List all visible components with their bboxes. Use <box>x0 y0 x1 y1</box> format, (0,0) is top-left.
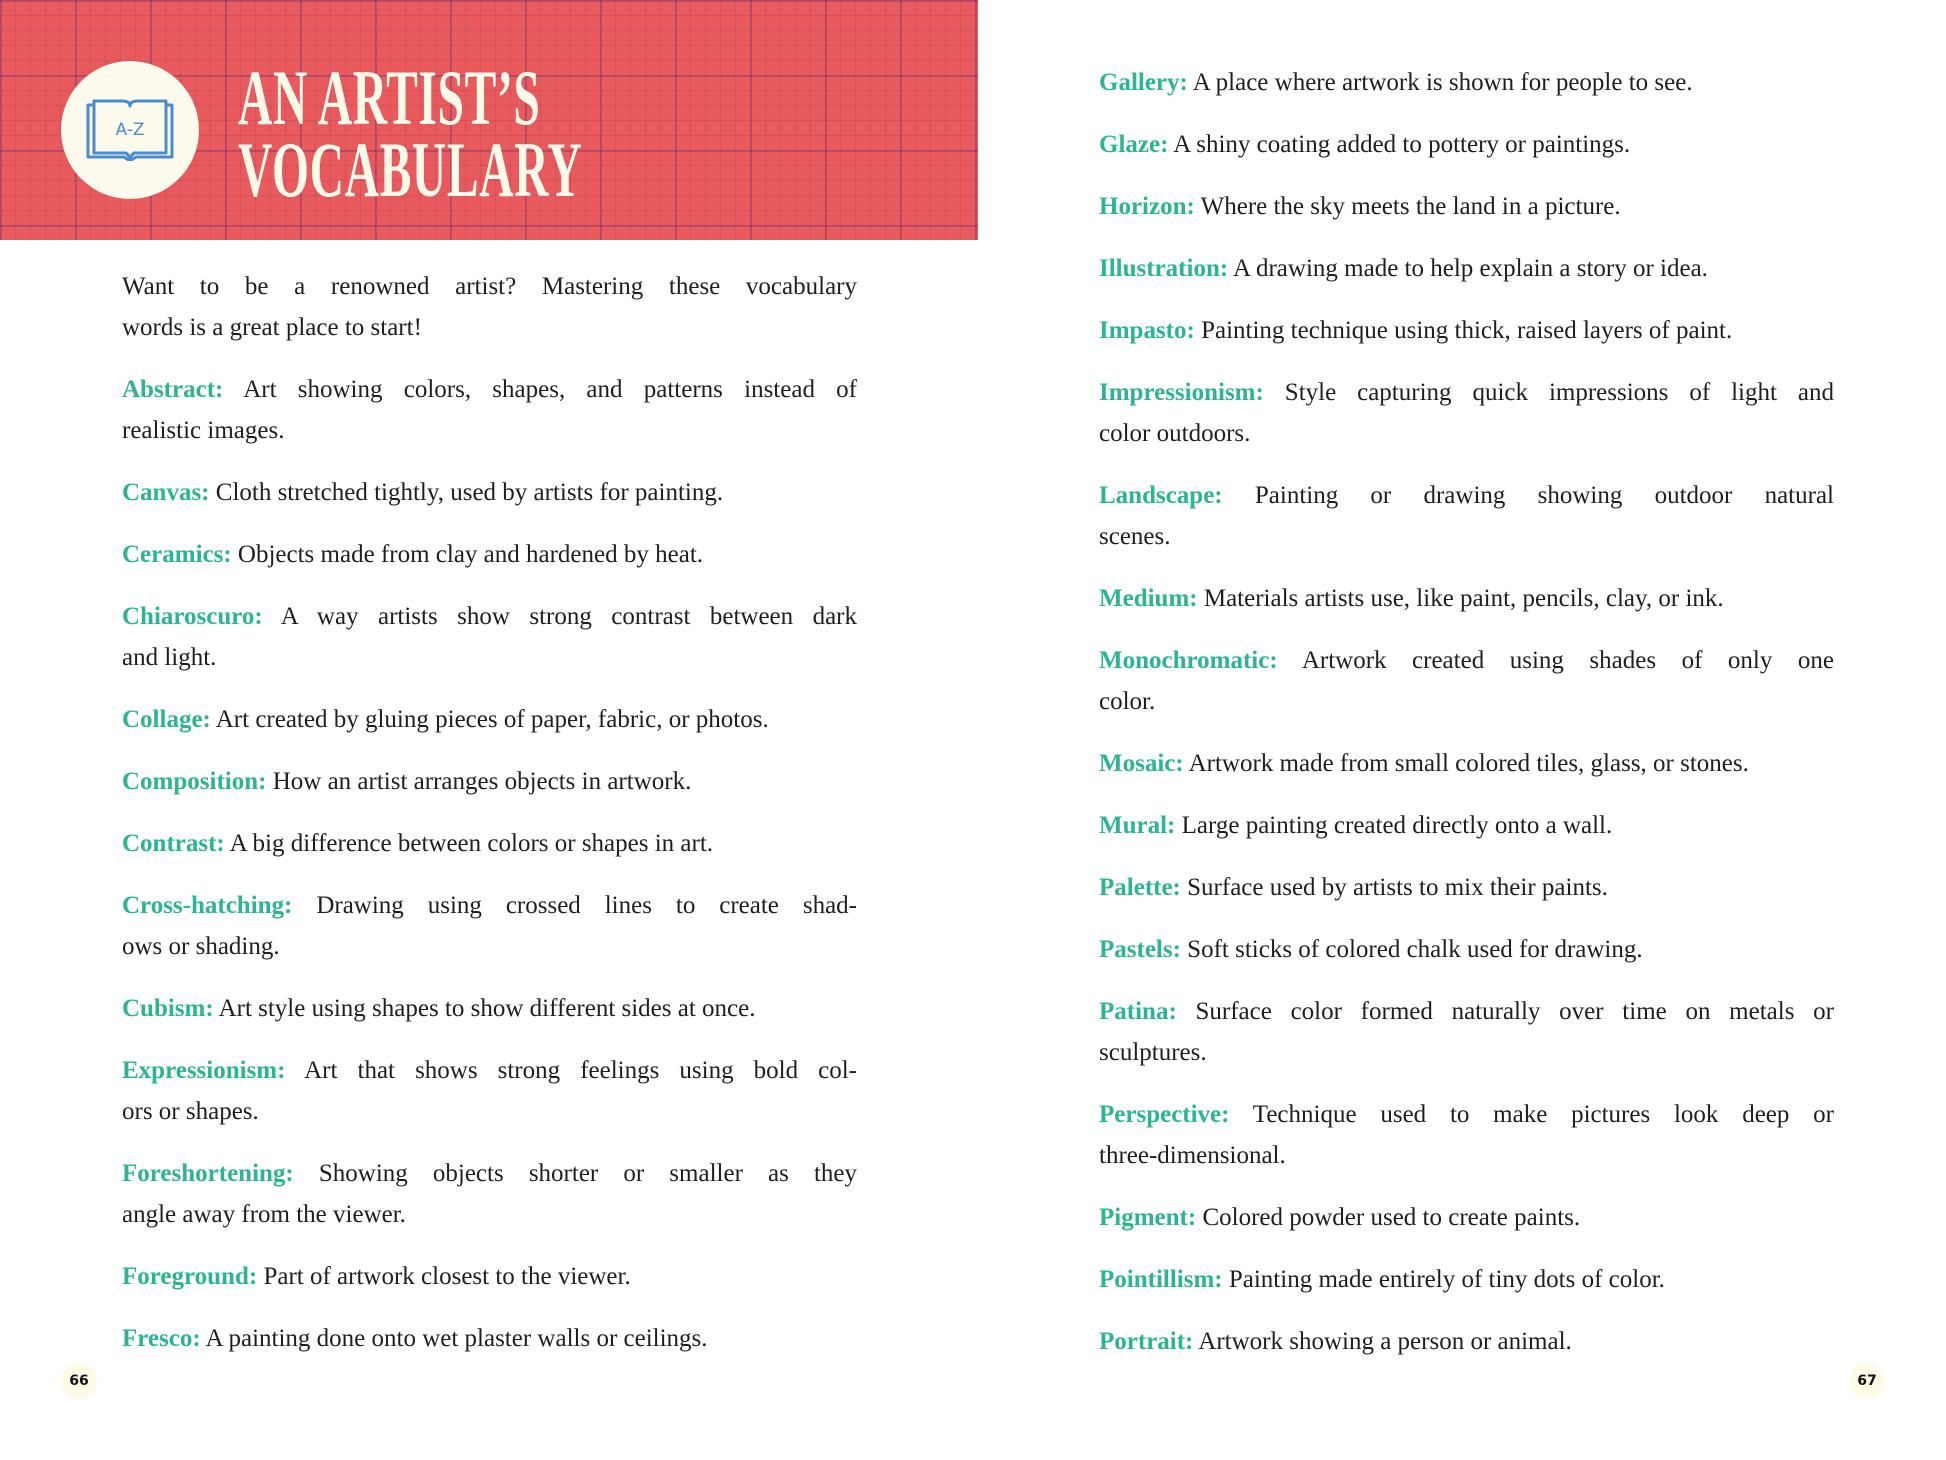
entry-term: Mural: <box>1099 812 1176 839</box>
entry-definition: Drawing using crossed lines to create shad- <box>292 892 857 919</box>
glossary-entry <box>1099 991 1834 1073</box>
glossary-badge <box>61 61 199 199</box>
badge-text: A-Z <box>115 120 145 140</box>
glossary-entry <box>122 1256 857 1297</box>
entry-definition: Showing objects shorter or smaller as they <box>293 1160 857 1187</box>
entry-definition: A big difference between colors or shapes in art. <box>224 830 714 857</box>
entry-definition: Surface color formed naturally over time on metals or <box>1176 998 1834 1025</box>
entry-term: Contrast: <box>122 830 225 857</box>
glossary-entry <box>122 472 857 513</box>
entry-term: Canvas: <box>122 479 210 506</box>
entry-line <box>122 823 857 864</box>
glossary-entry <box>1099 372 1834 454</box>
page-title <box>238 54 803 213</box>
entry-line <box>1099 475 1834 516</box>
entry-line <box>1099 186 1834 227</box>
entry-line <box>1099 372 1834 413</box>
entry-definition: sculptures. <box>1099 1039 1207 1066</box>
entry-term: Mosaic: <box>1099 750 1184 777</box>
title-line-2: VOCABULARY <box>238 126 583 213</box>
entry-definition: Painting made entirely of tiny dots of color. <box>1222 1266 1665 1293</box>
glossary-entry <box>1099 743 1834 784</box>
entry-term: Pastels: <box>1099 936 1181 963</box>
entry-line <box>1099 413 1834 454</box>
entry-definition: Artwork made from small colored tiles, glass, or stones. <box>1183 750 1749 777</box>
entry-definition: Art showing colors, shapes, and patterns instead of <box>223 376 857 403</box>
entry-definition: Art style using shapes to show different sides at once. <box>213 995 756 1022</box>
entry-definition: A way artists show strong contrast between dark <box>262 603 857 630</box>
entry-term: Patina: <box>1099 998 1177 1025</box>
entry-line <box>1099 124 1834 165</box>
glossary-entry <box>122 1050 857 1132</box>
glossary-entry <box>1099 248 1834 289</box>
entry-term: Collage: <box>122 706 211 733</box>
right-glossary-list <box>1099 62 1834 1362</box>
entry-term: Chiaroscuro: <box>122 603 263 630</box>
left-glossary-list <box>122 369 857 1359</box>
entry-line <box>1099 1135 1834 1176</box>
entry-definition: color outdoors. <box>1099 420 1251 447</box>
glossary-entry <box>122 534 857 575</box>
entry-definition: How an artist arranges objects in artwork. <box>266 768 692 795</box>
entry-definition: scenes. <box>1099 523 1171 550</box>
entry-line <box>1099 248 1834 289</box>
entry-term: Illustration: <box>1099 255 1229 282</box>
glossary-entry <box>1099 124 1834 165</box>
glossary-entry <box>122 699 857 740</box>
entry-line <box>122 596 857 637</box>
glossary-entry <box>1099 867 1834 908</box>
entry-definition: Painting or drawing showing outdoor natural <box>1222 482 1834 509</box>
intro-paragraph <box>122 266 857 348</box>
entry-line <box>122 1050 857 1091</box>
glossary-entry <box>122 369 857 451</box>
entry-line <box>1099 1094 1834 1135</box>
entry-line <box>122 1318 857 1359</box>
entry-definition: Style capturing quick impressions of light and <box>1263 379 1834 406</box>
entry-line <box>1099 1197 1834 1238</box>
entry-definition: angle away from the viewer. <box>122 1201 406 1228</box>
left-column <box>122 266 857 1380</box>
entry-definition: Cloth stretched tightly, used by artists for painting. <box>209 479 724 506</box>
entry-definition: three-dimensional. <box>1099 1142 1286 1169</box>
entry-line <box>1099 929 1834 970</box>
page-number-left: 66 <box>61 1363 97 1399</box>
entry-term: Ceramics: <box>122 541 232 568</box>
entry-line <box>122 1091 857 1132</box>
header-band <box>0 0 978 240</box>
entry-line <box>122 410 857 451</box>
entry-line <box>1099 1032 1834 1073</box>
glossary-entry <box>122 885 857 967</box>
entry-line <box>1099 62 1834 103</box>
entry-definition: A painting done onto wet plaster walls or ceilings. <box>200 1325 708 1352</box>
glossary-entry <box>1099 578 1834 619</box>
entry-definition: ows or shading. <box>122 933 280 960</box>
glossary-entry <box>1099 1321 1834 1362</box>
glossary-entry <box>1099 640 1834 722</box>
entry-definition: color. <box>1099 688 1156 715</box>
entry-term: Pointillism: <box>1099 1266 1223 1293</box>
right-column <box>1099 62 1834 1383</box>
entry-term: Cubism: <box>122 995 214 1022</box>
glossary-entry <box>1099 186 1834 227</box>
entry-definition: Part of artwork closest to the viewer. <box>257 1263 631 1290</box>
glossary-entry <box>1099 62 1834 103</box>
entry-definition: Colored powder used to create paints. <box>1196 1204 1581 1231</box>
glossary-entry <box>122 1318 857 1359</box>
open-book-a-z-icon <box>86 99 174 161</box>
entry-term: Gallery: <box>1099 69 1188 96</box>
entry-line <box>122 1256 857 1297</box>
entry-definition: Objects made from clay and hardened by heat. <box>231 541 704 568</box>
glossary-entry <box>122 823 857 864</box>
entry-term: Perspective: <box>1099 1101 1230 1128</box>
entry-term: Composition: <box>122 768 267 795</box>
entry-definition: Technique used to make pictures look deep or <box>1229 1101 1834 1128</box>
entry-term: Monochromatic: <box>1099 647 1278 674</box>
entry-term: Horizon: <box>1099 193 1195 220</box>
entry-line <box>122 1153 857 1194</box>
glossary-entry <box>1099 310 1834 351</box>
intro-line: Want to be a renowned artist? Mastering these vocabulary <box>122 273 857 300</box>
entry-term: Foreground: <box>122 1263 258 1290</box>
entry-definition: Large painting created directly onto a wall. <box>1175 812 1613 839</box>
glossary-entry <box>1099 929 1834 970</box>
glossary-entry <box>1099 1259 1834 1300</box>
entry-line <box>1099 743 1834 784</box>
entry-definition: Artwork showing a person or animal. <box>1193 1328 1572 1355</box>
entry-definition: Painting technique using thick, raised layers of paint. <box>1194 317 1733 344</box>
entry-term: Palette: <box>1099 874 1181 901</box>
entry-line <box>1099 991 1834 1032</box>
entry-line <box>1099 1321 1834 1362</box>
entry-definition: realistic images. <box>122 417 285 444</box>
glossary-entry <box>122 596 857 678</box>
entry-term: Landscape: <box>1099 482 1223 509</box>
glossary-entry <box>1099 1094 1834 1176</box>
glossary-entry <box>122 761 857 802</box>
intro-line: words is a great place to start! <box>122 314 422 341</box>
entry-line <box>122 369 857 410</box>
entry-line <box>1099 310 1834 351</box>
entry-line <box>1099 681 1834 722</box>
entry-line <box>122 885 857 926</box>
entry-term: Abstract: <box>122 376 224 403</box>
entry-definition: A drawing made to help explain a story or idea. <box>1228 255 1708 282</box>
entry-line <box>122 1194 857 1235</box>
entry-term: Portrait: <box>1099 1328 1194 1355</box>
entry-definition: Soft sticks of colored chalk used for drawing. <box>1180 936 1643 963</box>
glossary-entry <box>122 988 857 1029</box>
entry-line <box>122 926 857 967</box>
entry-term: Cross-hatching: <box>122 892 293 919</box>
glossary-entry <box>1099 475 1834 557</box>
page-number-right: 67 <box>1849 1363 1885 1399</box>
entry-definition: A place where artwork is shown for people to see. <box>1187 69 1693 96</box>
entry-definition: Art that shows strong feelings using bold col- <box>285 1057 857 1084</box>
entry-definition: Materials artists use, like paint, pencils, clay, or ink. <box>1197 585 1724 612</box>
entry-term: Expressionism: <box>122 1057 286 1084</box>
entry-line <box>122 699 857 740</box>
entry-line <box>1099 516 1834 557</box>
glossary-entry <box>1099 1197 1834 1238</box>
entry-definition: A shiny coating added to pottery or paintings. <box>1168 131 1631 158</box>
entry-term: Impressionism: <box>1099 379 1264 406</box>
entry-line <box>1099 640 1834 681</box>
entry-line <box>1099 867 1834 908</box>
entry-line <box>122 761 857 802</box>
entry-term: Glaze: <box>1099 131 1169 158</box>
entry-line <box>1099 1259 1834 1300</box>
entry-line <box>122 988 857 1029</box>
entry-line <box>122 472 857 513</box>
entry-definition: Surface used by artists to mix their paints. <box>1180 874 1608 901</box>
entry-term: Medium: <box>1099 585 1198 612</box>
entry-line <box>1099 578 1834 619</box>
glossary-entry <box>1099 805 1834 846</box>
entry-term: Fresco: <box>122 1325 201 1352</box>
title-line-1: AN ARTIST’S <box>238 54 541 141</box>
entry-line <box>1099 805 1834 846</box>
entry-definition: Art created by gluing pieces of paper, fabric, or photos. <box>210 706 769 733</box>
entry-term: Pigment: <box>1099 1204 1197 1231</box>
entry-line <box>122 637 857 678</box>
entry-definition: and light. <box>122 644 217 671</box>
glossary-entry <box>122 1153 857 1235</box>
entry-term: Foreshortening: <box>122 1160 294 1187</box>
entry-term: Impasto: <box>1099 317 1195 344</box>
entry-definition: ors or shapes. <box>122 1098 259 1125</box>
entry-definition: Artwork created using shades of only one <box>1277 647 1834 674</box>
entry-line <box>122 534 857 575</box>
entry-definition: Where the sky meets the land in a picture. <box>1194 193 1621 220</box>
